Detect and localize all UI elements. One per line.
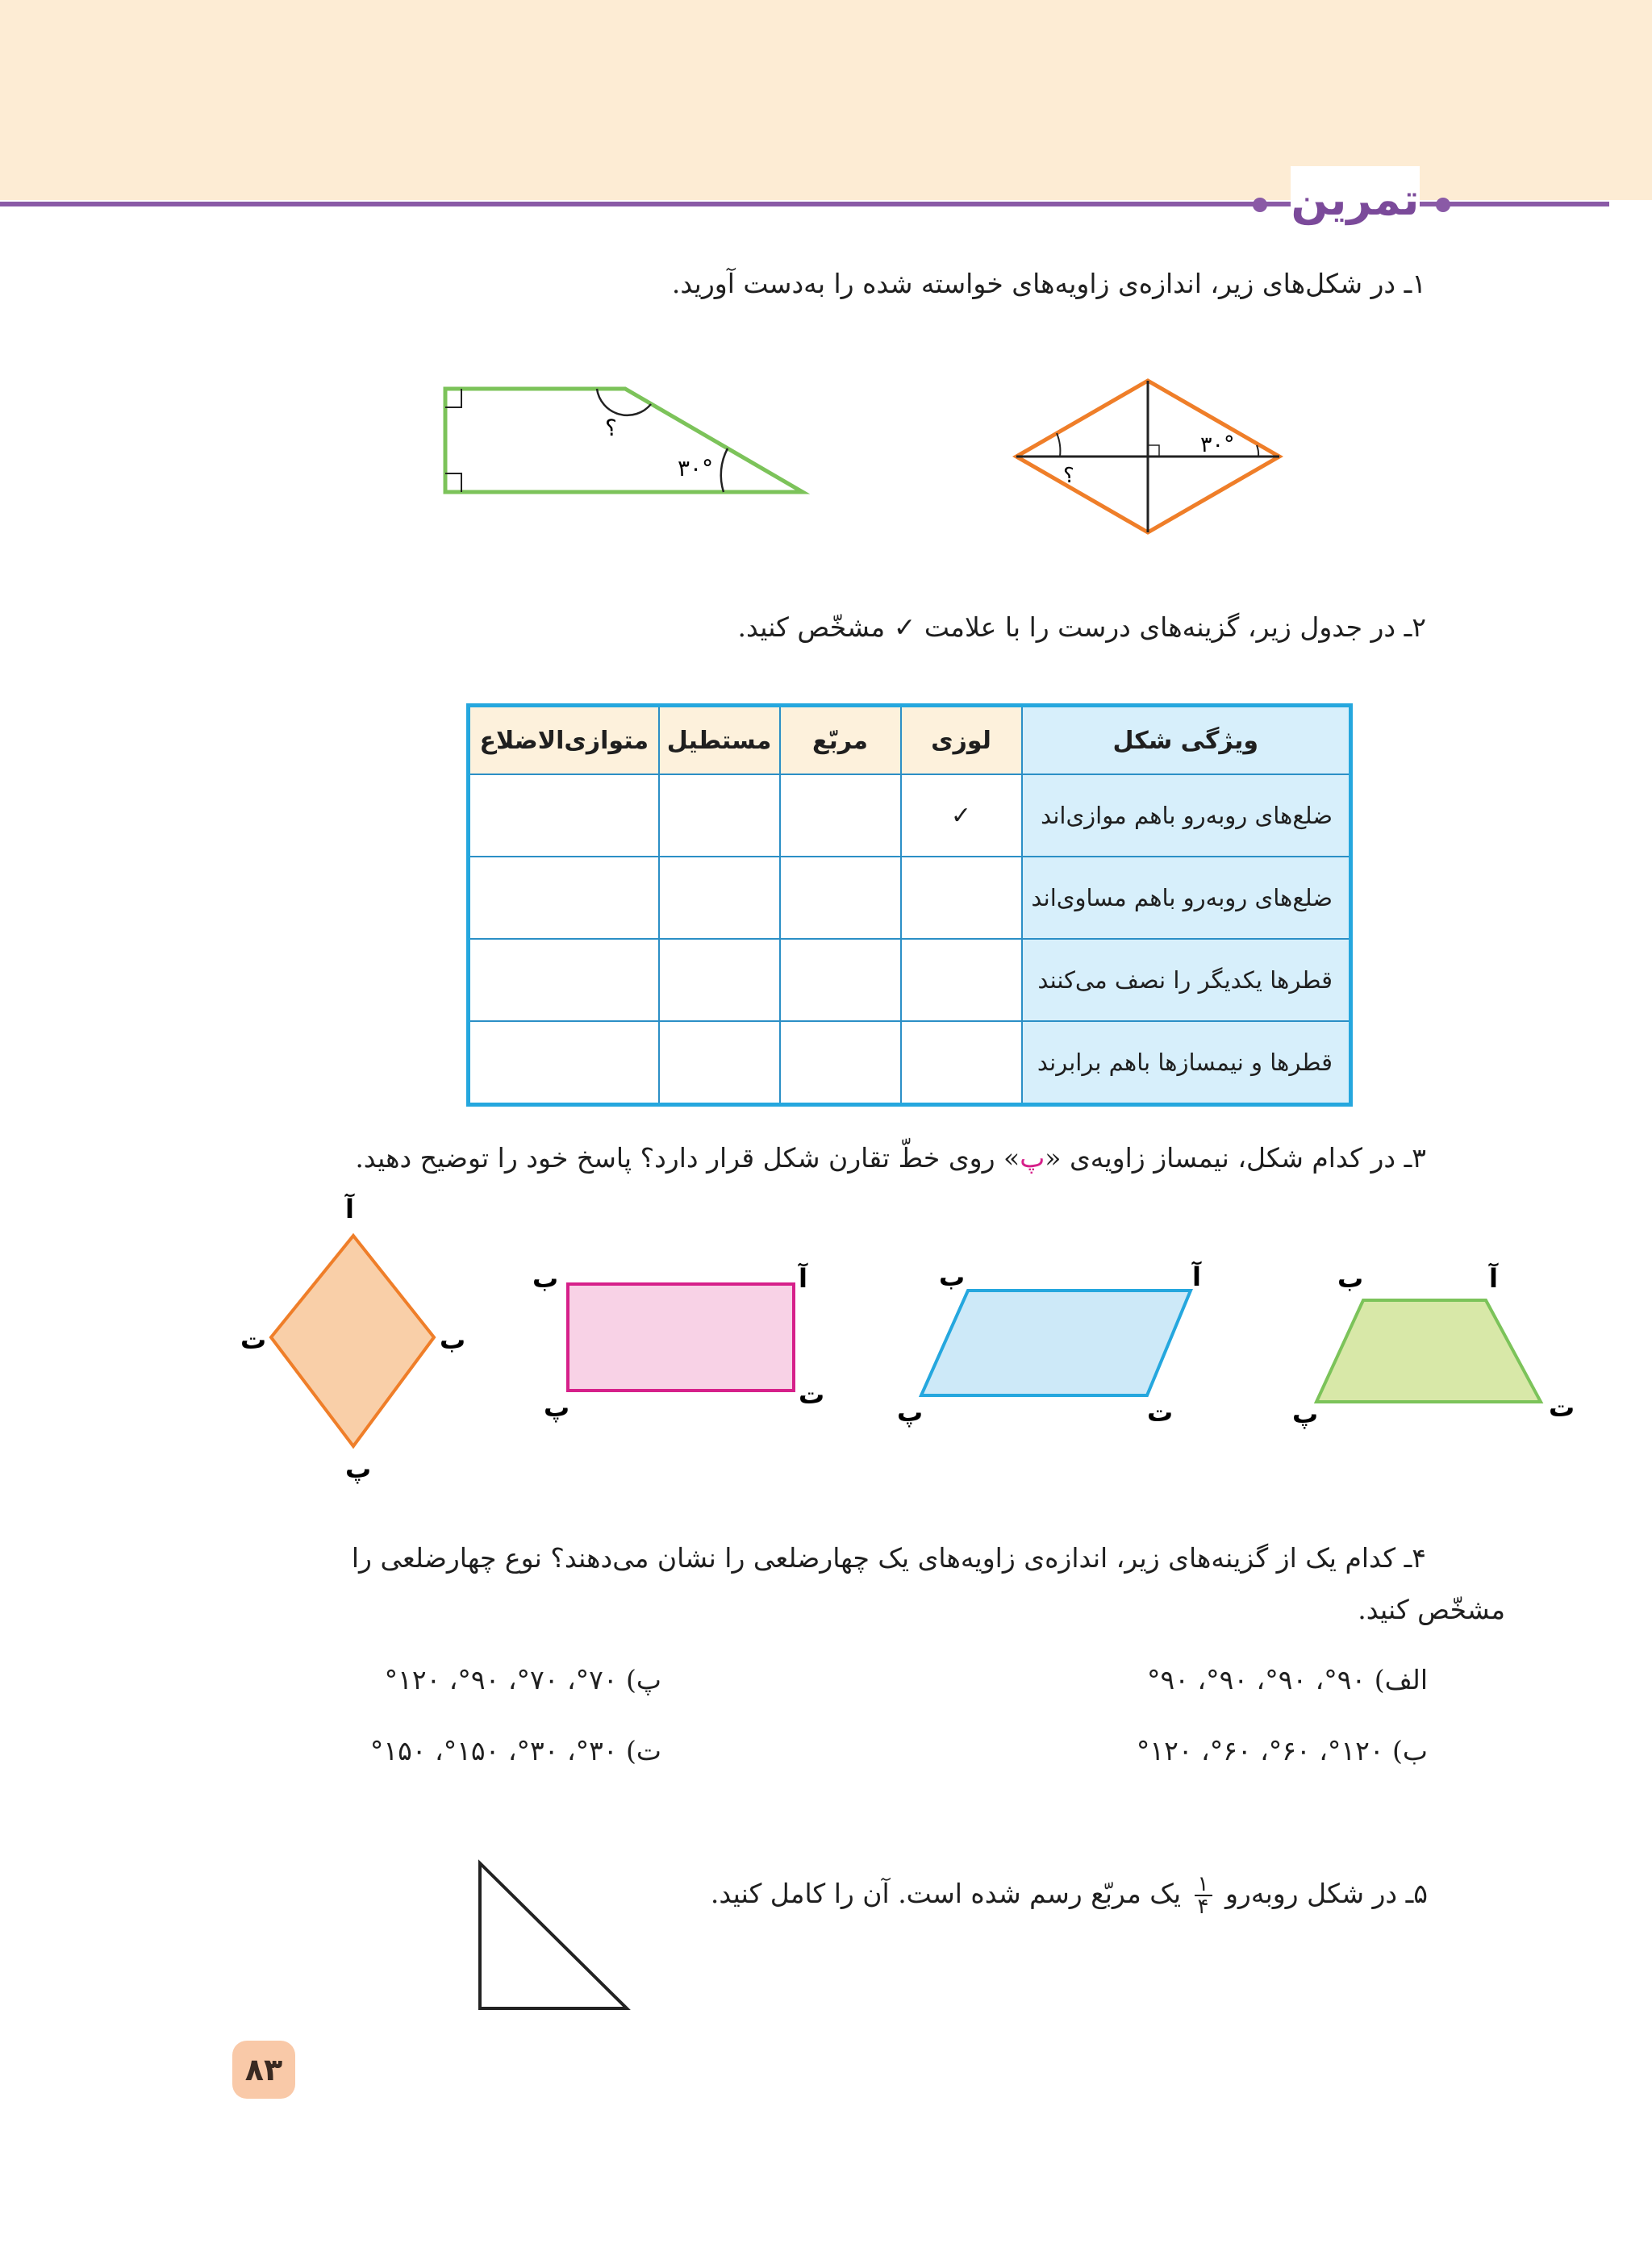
option-alef: الف) ۹۰°، ۹۰°، ۹۰°، ۹۰°	[1147, 1664, 1428, 1695]
trapezoid-shape-filled	[1316, 1300, 1541, 1402]
q3-parallelogram-figure	[887, 1258, 1226, 1428]
label-b: ب	[1337, 1263, 1364, 1294]
row-label: قطرها و نیمسازها باهم برابرند	[1022, 1021, 1351, 1105]
label-t: ت	[799, 1379, 825, 1410]
table-cell[interactable]	[659, 774, 780, 857]
q2-text-after: مشخّص کنید.	[737, 611, 886, 643]
right-angle-mark-center	[1148, 445, 1159, 457]
question-4-line-1: ۴ـ کدام یک از گزینه‌های زیر، اندازه‌ی زاویه‌های یک چهارضلعی را نشان می‌دهند؟ نوع چهارضلعی را	[351, 1542, 1426, 1574]
table-row	[469, 857, 1351, 939]
label-a: آ	[799, 1263, 807, 1294]
q5-triangle-figure	[472, 1855, 633, 2016]
label-a: آ	[1192, 1261, 1201, 1292]
label-t: ت	[240, 1324, 267, 1355]
table-cell[interactable]	[659, 939, 780, 1021]
label-b: ب	[532, 1263, 559, 1294]
section-title: تمرین	[1291, 166, 1420, 234]
fraction-one-quarter	[1195, 1874, 1212, 1917]
question-1-text: ۱ـ در شکل‌های زیر، اندازه‌ی زاویه‌های خواسته شده را به‌دست آورید.	[671, 268, 1426, 299]
header-rule-dot-right	[1436, 198, 1450, 212]
right-angle-mark-bottom	[445, 473, 461, 492]
q5-text-after: یک مربّع رسم شده است. آن را کامل کنید.	[710, 1878, 1182, 1909]
header-rhombus: لوزی	[901, 706, 1022, 775]
label-a: آ	[345, 1194, 354, 1224]
q3-rectangle-figure	[524, 1258, 847, 1423]
table-cell[interactable]	[780, 939, 901, 1021]
table-cell[interactable]	[469, 1021, 659, 1105]
option-pe: پ) ۷۰°، ۷۰°، ۹۰°، ۱۲۰°	[384, 1664, 661, 1695]
rhombus-angle-label: ۳۰°	[1200, 432, 1235, 457]
table-cell[interactable]	[469, 857, 659, 939]
row-label: ضلع‌های روبه‌رو باهم موازی‌اند	[1022, 774, 1351, 857]
row-label: ضلع‌های روبه‌رو باهم مساوی‌اند	[1022, 857, 1351, 939]
q2-text-before: ۲ـ در جدول زیر، گزینه‌های درست را با علامت	[924, 611, 1426, 643]
rhombus-shape-filled	[271, 1236, 434, 1446]
label-t: ت	[1549, 1392, 1575, 1423]
rhombus-angle-arc-right	[1257, 445, 1258, 457]
label-p: پ	[345, 1453, 372, 1484]
parallelogram-shape-filled	[921, 1291, 1191, 1395]
label-b: ب	[440, 1324, 466, 1355]
obtuse-angle-arc	[597, 389, 651, 415]
q3-text-after: » روی خطّ تقارن شکل قرار دارد؟ پاسخ خود را توضیح دهید.	[355, 1142, 1020, 1174]
right-angle-mark-top	[445, 389, 461, 407]
q3-trapezoid-figure	[1283, 1258, 1589, 1428]
q3-highlight-vertex: پ	[1020, 1142, 1045, 1174]
q1-trapezoid-figure	[436, 379, 815, 500]
table-cell[interactable]	[469, 939, 659, 1021]
q3-rhombus-figure	[234, 1194, 476, 1484]
question-2-text	[216, 605, 1426, 650]
header-parallelogram: متوازی‌الاضلاع	[469, 706, 659, 775]
q1-rhombus-figure	[1015, 379, 1281, 540]
label-p: پ	[1292, 1399, 1319, 1429]
label-t: ت	[1147, 1397, 1174, 1428]
header-rule-dot-left	[1253, 198, 1267, 212]
trapezoid-angle-label: ۳۰°	[678, 455, 714, 482]
rhombus-unknown-label: ؟	[1063, 464, 1074, 488]
fraction-numerator: ۱	[1195, 1874, 1212, 1896]
option-be: ب) ۱۲۰°، ۶۰°، ۶۰°، ۱۲۰°	[1136, 1735, 1428, 1766]
question-3-text	[216, 1136, 1426, 1181]
properties-table	[466, 703, 1353, 1107]
label-p: پ	[897, 1397, 924, 1428]
acute-angle-arc	[721, 448, 728, 492]
label-a: آ	[1489, 1263, 1498, 1294]
table-cell[interactable]	[901, 857, 1022, 939]
table-cell[interactable]	[901, 1021, 1022, 1105]
rhombus-angle-arc-left	[1057, 433, 1060, 457]
q5-text-before: ۵ـ در شکل روبه‌رو	[1225, 1878, 1428, 1909]
header-property: ویژگی شکل	[1022, 706, 1351, 775]
table-cell[interactable]	[780, 857, 901, 939]
header-square: مربّع	[780, 706, 901, 775]
fraction-denominator: ۴	[1197, 1895, 1209, 1919]
table-cell[interactable]	[469, 774, 659, 857]
table-row	[469, 939, 1351, 1021]
table-cell[interactable]	[901, 939, 1022, 1021]
quarter-square-triangle	[480, 1863, 627, 2008]
table-row	[469, 1021, 1351, 1105]
rectangle-shape-filled	[568, 1284, 794, 1391]
row-label: قطرها یکدیگر را نصف می‌کنند	[1022, 939, 1351, 1021]
trapezoid-shape	[445, 389, 803, 492]
table-cell[interactable]	[659, 857, 780, 939]
table-cell[interactable]	[780, 1021, 901, 1105]
label-p: پ	[544, 1392, 570, 1423]
q3-text-before: ۳ـ در کدام شکل، نیمساز زاویه‌ی «	[1045, 1142, 1426, 1174]
question-4-line-2: مشخّص کنید.	[1358, 1594, 1505, 1625]
table-cell-check[interactable]: ✓	[901, 774, 1022, 857]
page-number: ۸۳	[232, 2041, 295, 2099]
option-te: ت) ۳۰°، ۳۰°، ۱۵۰°، ۱۵۰°	[369, 1735, 661, 1766]
table-cell[interactable]	[659, 1021, 780, 1105]
trapezoid-unknown-label: ؟	[605, 415, 617, 441]
table-row	[469, 774, 1351, 857]
table-cell[interactable]	[780, 774, 901, 857]
label-b: ب	[939, 1261, 966, 1292]
header-rectangle: مستطیل	[659, 706, 780, 775]
checkmark-icon: ✓	[893, 611, 916, 643]
table-header-row	[469, 706, 1351, 775]
question-5-text	[621, 1871, 1428, 1917]
